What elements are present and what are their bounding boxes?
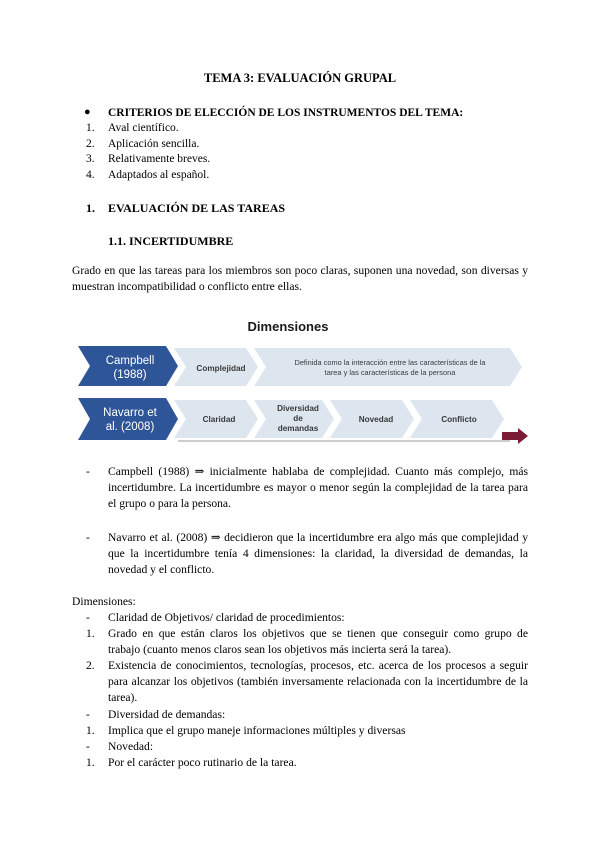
list-item <box>86 658 528 706</box>
dimensions-list <box>86 610 528 771</box>
section-title: EVALUACIÓN DE LAS TAREAS <box>108 201 286 215</box>
item-number: 3. <box>86 153 95 165</box>
item-text: Implica que el grupo maneje informaciones múltiples y diversas <box>108 723 406 737</box>
list-item <box>86 723 528 739</box>
author-chevron-navarro <box>78 398 178 440</box>
item-text: Adaptados al español. <box>108 168 210 181</box>
item-text: Aval científico. <box>108 122 179 134</box>
definition-line-1: Definida como la interacción entre las características de la <box>294 358 486 367</box>
list-item <box>86 152 210 168</box>
dimensions-diagram <box>78 314 528 446</box>
novedad-label: Novedad <box>358 415 394 424</box>
diversidad-label-1: Diversidad <box>277 404 319 413</box>
diversidad-label-3: demandas <box>277 424 319 433</box>
list-item <box>86 610 528 626</box>
navarro-label-1: Navarro et <box>103 407 157 419</box>
item-marker: 1. <box>86 755 95 769</box>
item-number: 2. <box>86 137 95 150</box>
criteria-list <box>86 121 210 183</box>
item-marker: - <box>86 739 90 753</box>
dash-marker: - <box>86 531 90 544</box>
author-item <box>86 530 528 578</box>
list-item <box>86 168 210 184</box>
list-item <box>86 739 528 755</box>
intro-paragraph: Grado en que las tareas para los miembros son poco claras, suponen una novedad, son diversas y muestran incompatibilidad o conflicto entre ellas. <box>72 264 528 293</box>
item-marker: - <box>86 611 90 624</box>
complejidad-label: Complejidad <box>196 364 246 373</box>
list-item <box>86 755 528 771</box>
diversidad-label-2: de <box>293 414 303 423</box>
item-marker: 1. <box>86 723 95 737</box>
item-text: Relativamente breves. <box>108 153 211 165</box>
item-text: Diversidad de demandas: <box>108 707 226 721</box>
claridad-label: Claridad <box>202 415 236 424</box>
item-text: Existencia de conocimientos, tecnologías, procesos, etc. acerca de los procesos a seguir para alcanzar los objetivos (también inversamente relacionada con la incertidumbre de la tarea). <box>108 659 528 705</box>
definition-line-2: tarea y las características de la persona <box>324 368 456 377</box>
list-item <box>86 137 210 153</box>
item-number: 4. <box>86 168 95 181</box>
list-item <box>86 121 210 137</box>
item-marker: 1. <box>86 627 95 641</box>
item-number: 1. <box>86 122 95 134</box>
dash-marker: - <box>86 465 90 478</box>
campbell-label-2: (1988) <box>113 369 147 381</box>
item-marker: 2. <box>86 659 95 673</box>
item-text: Novedad: <box>108 739 154 753</box>
campbell-label-1: Campbell <box>105 355 155 367</box>
dimensions-heading: Dimensiones: <box>72 595 136 608</box>
author-text: Campbell (1988) ⇒ inicialmente hablaba de complejidad. Cuanto más complejo, más incertidumbre. La incertidumbre es mayor o menor según la complejidad de la tarea para el grupo o para la persona. <box>108 465 528 510</box>
author-text: Navarro et al. (2008) ⇒ decidieron que la incertidumbre era algo más que complejidad y que la incertidumbre tenía 4 dimensiones: la claridad, la diversidad de demandas, la novedad y el conflicto. <box>108 531 528 576</box>
item-text: Grado en que están claros los objetivos que se tienen que conseguir como grupo de trabajo (cuanto menos claros sean los objetivos más incierta será la tarea). <box>108 627 528 657</box>
list-item <box>86 626 528 658</box>
definition-chevron <box>254 348 522 386</box>
item-text: Por el carácter poco rutinario de la tarea. <box>108 755 297 769</box>
section-number: 1. <box>86 201 95 215</box>
item-text: Aplicación sencilla. <box>108 137 200 150</box>
navarro-label-2: al. (2008) <box>105 421 155 433</box>
criteria-heading-text: CRITERIOS DE ELECCIÓN DE LOS INSTRUMENTOS DEL TEMA: <box>108 107 464 119</box>
conflicto-label: Conflicto <box>441 415 477 424</box>
diagram-title: Dimensiones <box>247 319 329 334</box>
subsection-heading: 1.1. INCERTIDUMBRE <box>108 234 234 248</box>
arrow-right-icon <box>502 428 528 444</box>
page-title: TEMA 3: EVALUACIÓN GRUPAL <box>203 71 397 85</box>
list-item <box>86 707 528 723</box>
item-marker: - <box>86 707 90 721</box>
item-text: Claridad de Objetivos/ claridad de procedimientos: <box>108 611 345 624</box>
author-item <box>86 464 528 512</box>
bullet-icon: ● <box>84 106 91 118</box>
